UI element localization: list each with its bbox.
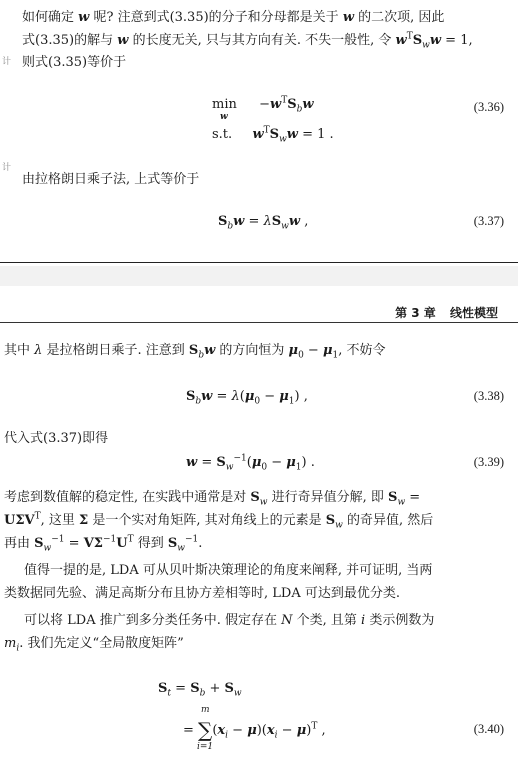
equation-3-36-constraint: s.t. $w^TS_ww = 1$ . — [212, 125, 334, 145]
sum-upper-limit: m — [201, 705, 210, 715]
paragraph-line: 由拉格朗日乘子法, 上式等价于 — [22, 172, 200, 187]
paragraph-line: 类数据同先验、满足高斯分布且协方差相等时, LDA 可达到最优分类. — [4, 586, 400, 601]
min-operator: min — [212, 97, 237, 112]
header-rule — [0, 322, 518, 323]
paragraph-line: 式(3.35)的解与 w 的长度无关, 只与其方向有关. 不失一般性, 令 $w^TS_ww = 1$, — [22, 31, 473, 51]
margin-mark: 计 — [2, 57, 12, 67]
equation-3-38: $S_bw = \lambda(\mu_0 - \mu_1)$ , — [186, 389, 308, 407]
paragraph-line: 可以将 LDA 推广到多分类任务中. 假定存在 N 个类, 且第 i 类示例数为 — [24, 613, 435, 628]
page-bottom-rule — [0, 262, 518, 263]
equation-number: (3.36) — [473, 100, 504, 114]
equation-3-40-line1: $S_t = S_b + S_w$ — [158, 681, 242, 699]
st-label: s.t. — [212, 127, 233, 142]
equation-number: (3.37) — [473, 214, 504, 228]
page-gap — [0, 266, 518, 286]
chapter-title: 线性模型 — [449, 306, 498, 320]
paragraph-line: 其中 λ 是拉格朗日乘子. 注意到 $S_bw$ 的方向恒为 $\mu_0 - \mu_1$, 不妨令 — [4, 343, 386, 361]
paragraph-line: 则式(3.35)等价于 — [22, 55, 127, 70]
chapter-label: 第 3 章 — [395, 306, 436, 320]
equation-number: (3.38) — [473, 389, 504, 403]
margin-mark: 计 — [2, 163, 12, 173]
running-header — [385, 304, 498, 321]
sum-lower-limit: i=1 — [197, 742, 214, 752]
equation-3-37: $S_bw = \lambda S_ww$ , — [218, 214, 309, 232]
paragraph-line: 考虑到数值解的稳定性, 在实践中通常是对 $S_w$ 进行奇异值分解, 即 $S_w$ = — [4, 490, 421, 508]
equation-number: (3.40) — [473, 722, 504, 736]
min-subscript: w — [220, 112, 228, 122]
equation-3-39: $w = S_w^{-1}(\mu_0 - \mu_1)$ . — [186, 453, 315, 473]
paragraph-line: 值得一提的是, LDA 可从贝叶斯决策理论的角度来阐释, 并可证明, 当两 — [24, 563, 433, 578]
paragraph-line: $m_i$. 我们先定义“全局散度矩阵” — [4, 636, 184, 654]
paragraph-line: 如何确定 w 呢? 注意到式(3.35)的分子和分母都是关于 w 的二次项, 因此 — [22, 10, 445, 25]
equation-3-40-line2: = $\sum(x_i - \mu)(x_i - \mu)^T$ , — [183, 718, 326, 742]
equation-number: (3.39) — [473, 455, 504, 469]
paragraph-line: 再由 $S_w^{-1} = V\Sigma^{-1}U^T$ 得到 $S_w^{-1}$. — [4, 534, 203, 554]
equation-3-36-objective: $\min -w^TS_bw$ — [212, 95, 314, 115]
paragraph-line: $U\Sigma V^T$, 这里 Σ 是一个实对角矩阵, 其对角线上的元素是 $S_w$ 的奇异值, 然后 — [4, 511, 434, 531]
paragraph-line: 代入式(3.37)即得 — [4, 431, 109, 446]
